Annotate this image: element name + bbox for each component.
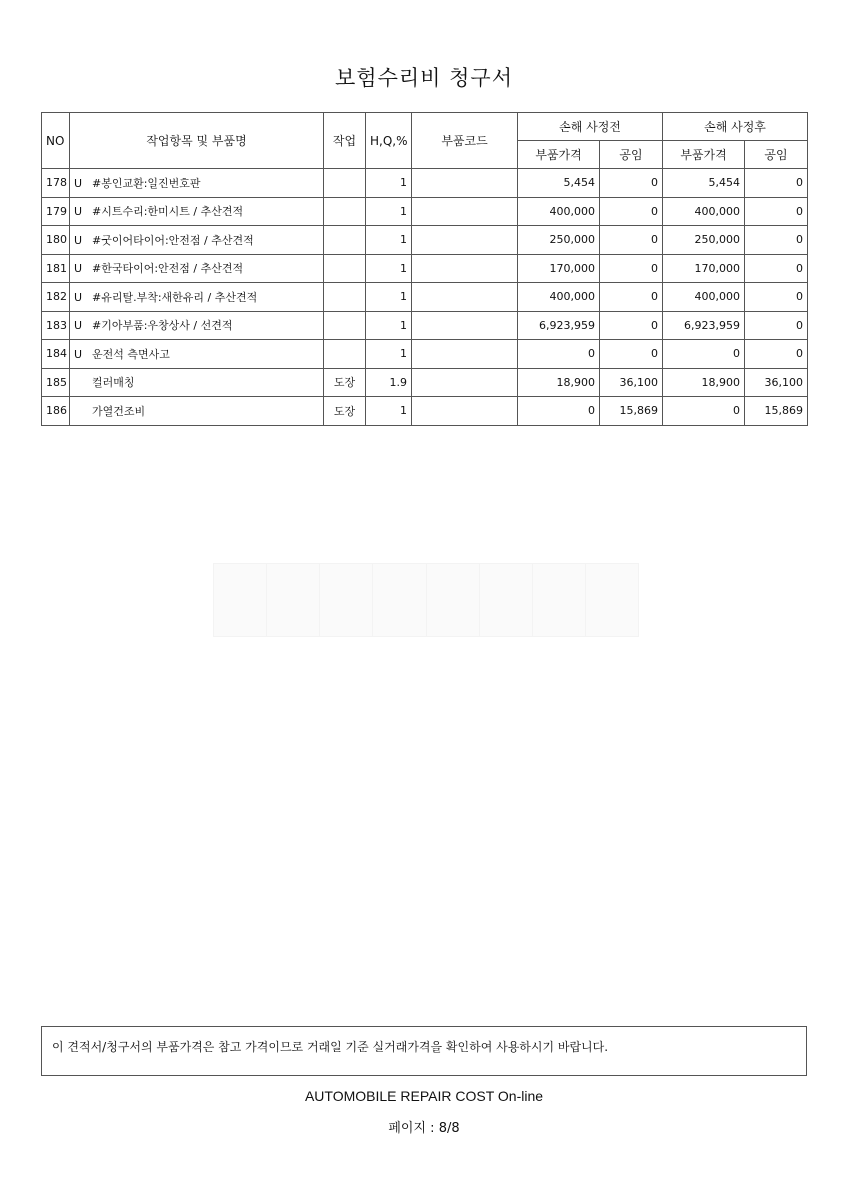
row-after-labor: 36,100 bbox=[745, 368, 808, 397]
row-after-part-price: 170,000 bbox=[663, 254, 745, 283]
row-after-part-price: 0 bbox=[663, 340, 745, 369]
header-before-assessment: 손해 사정전 bbox=[518, 113, 663, 141]
row-before-part-price: 18,900 bbox=[518, 368, 600, 397]
row-after-labor: 0 bbox=[745, 197, 808, 226]
row-no: 182 bbox=[42, 283, 70, 312]
row-item bbox=[70, 340, 324, 369]
row-before-labor: 0 bbox=[600, 197, 663, 226]
row-after-part-price: 250,000 bbox=[663, 226, 745, 255]
row-after-part-price: 0 bbox=[663, 397, 745, 426]
row-before-labor: 0 bbox=[600, 226, 663, 255]
header-work: 작업 bbox=[324, 113, 366, 169]
table-row bbox=[42, 368, 808, 397]
header-after-labor: 공임 bbox=[745, 141, 808, 169]
row-work bbox=[324, 340, 366, 369]
row-part-code bbox=[412, 340, 518, 369]
row-work bbox=[324, 311, 366, 340]
row-work: 도장 bbox=[324, 397, 366, 426]
row-after-labor: 0 bbox=[745, 283, 808, 312]
repair-cost-table bbox=[41, 112, 808, 426]
row-item-text: #한국타이어:안전점 / 추산견적 bbox=[92, 262, 244, 276]
row-before-labor: 0 bbox=[600, 283, 663, 312]
row-no: 180 bbox=[42, 226, 70, 255]
footer-brand: AUTOMOBILE REPAIR COST On-line bbox=[304, 1088, 544, 1104]
row-item-text: 운전석 측면사고 bbox=[92, 347, 170, 361]
row-before-part-price: 0 bbox=[518, 340, 600, 369]
row-no: 178 bbox=[42, 169, 70, 198]
row-before-part-price: 0 bbox=[518, 397, 600, 426]
header-before-labor: 공임 bbox=[600, 141, 663, 169]
row-before-labor: 0 bbox=[600, 169, 663, 198]
table-row bbox=[42, 254, 808, 283]
row-part-code bbox=[412, 254, 518, 283]
row-item-text: 컬러매칭 bbox=[92, 376, 135, 390]
row-flag: U bbox=[74, 262, 83, 276]
row-work bbox=[324, 197, 366, 226]
row-before-part-price: 6,923,959 bbox=[518, 311, 600, 340]
row-hq: 1 bbox=[366, 311, 412, 340]
table-row bbox=[42, 197, 808, 226]
header-no: NO bbox=[42, 113, 70, 169]
row-item-text: #유리탈.부착:새한유리 / 추산견적 bbox=[92, 290, 258, 304]
row-item-text: #시트수리:한미시트 / 추산견적 bbox=[92, 205, 244, 219]
row-before-part-price: 170,000 bbox=[518, 254, 600, 283]
row-after-part-price: 400,000 bbox=[663, 197, 745, 226]
table-row bbox=[42, 340, 808, 369]
row-item bbox=[70, 254, 324, 283]
row-part-code bbox=[412, 397, 518, 426]
document-title: 보험수리비 청구서 bbox=[335, 66, 513, 90]
row-after-part-price: 6,923,959 bbox=[663, 311, 745, 340]
row-item bbox=[70, 311, 324, 340]
row-after-part-price: 18,900 bbox=[663, 368, 745, 397]
row-hq: 1 bbox=[366, 197, 412, 226]
table-row bbox=[42, 283, 808, 312]
row-flag: U bbox=[74, 319, 83, 333]
row-item bbox=[70, 169, 324, 198]
row-work bbox=[324, 283, 366, 312]
row-flag: U bbox=[74, 176, 83, 190]
header-after-assessment: 손해 사정후 bbox=[663, 113, 808, 141]
header-part-code: 부품코드 bbox=[412, 113, 518, 169]
row-item bbox=[70, 197, 324, 226]
row-after-part-price: 400,000 bbox=[663, 283, 745, 312]
table-row bbox=[42, 226, 808, 255]
page-number: 페이지 : 8/8 bbox=[388, 1121, 460, 1136]
row-after-labor: 0 bbox=[745, 311, 808, 340]
row-part-code bbox=[412, 311, 518, 340]
row-no: 183 bbox=[42, 311, 70, 340]
header-hq: H,Q,% bbox=[366, 113, 412, 169]
row-before-labor: 0 bbox=[600, 340, 663, 369]
row-item-text: #기아부품:우창상사 / 선견적 bbox=[92, 319, 233, 333]
disclaimer-text: 이 견적서/청구서의 부품가격은 참고 가격이므로 거래일 기준 실거래가격을 확인하여 사용하시기 바랍니다. bbox=[52, 1040, 609, 1054]
header-before-part-price: 부품가격 bbox=[518, 141, 600, 169]
row-before-part-price: 5,454 bbox=[518, 169, 600, 198]
watermark-logo bbox=[213, 563, 639, 637]
row-before-part-price: 250,000 bbox=[518, 226, 600, 255]
row-item-text: 가열건조비 bbox=[92, 404, 146, 418]
row-item bbox=[70, 397, 324, 426]
row-after-labor: 0 bbox=[745, 226, 808, 255]
row-work: 도장 bbox=[324, 368, 366, 397]
row-work bbox=[324, 226, 366, 255]
row-part-code bbox=[412, 169, 518, 198]
row-before-labor: 15,869 bbox=[600, 397, 663, 426]
row-after-part-price: 5,454 bbox=[663, 169, 745, 198]
row-flag: U bbox=[74, 233, 83, 247]
row-hq: 1 bbox=[366, 254, 412, 283]
row-part-code bbox=[412, 197, 518, 226]
table-row bbox=[42, 311, 808, 340]
table-row bbox=[42, 397, 808, 426]
row-work bbox=[324, 254, 366, 283]
row-flag: U bbox=[74, 290, 83, 304]
disclaimer-box bbox=[41, 1026, 807, 1076]
row-before-part-price: 400,000 bbox=[518, 283, 600, 312]
row-hq: 1 bbox=[366, 169, 412, 198]
row-flag: U bbox=[74, 205, 83, 219]
row-hq: 1 bbox=[366, 397, 412, 426]
row-after-labor: 0 bbox=[745, 169, 808, 198]
row-part-code bbox=[412, 283, 518, 312]
row-no: 185 bbox=[42, 368, 70, 397]
row-item bbox=[70, 283, 324, 312]
row-before-labor: 0 bbox=[600, 311, 663, 340]
row-before-labor: 0 bbox=[600, 254, 663, 283]
row-work bbox=[324, 169, 366, 198]
row-hq: 1 bbox=[366, 283, 412, 312]
row-part-code bbox=[412, 226, 518, 255]
row-after-labor: 0 bbox=[745, 254, 808, 283]
row-item bbox=[70, 226, 324, 255]
row-item bbox=[70, 368, 324, 397]
row-before-part-price: 400,000 bbox=[518, 197, 600, 226]
row-flag: U bbox=[74, 347, 83, 361]
row-before-labor: 36,100 bbox=[600, 368, 663, 397]
row-item-text: #굿이어타이어:안전점 / 추산견적 bbox=[92, 233, 254, 247]
row-no: 181 bbox=[42, 254, 70, 283]
row-no: 186 bbox=[42, 397, 70, 426]
row-hq: 1 bbox=[366, 226, 412, 255]
row-hq: 1.9 bbox=[366, 368, 412, 397]
header-item: 작업항목 및 부품명 bbox=[70, 113, 324, 169]
row-no: 179 bbox=[42, 197, 70, 226]
table-row bbox=[42, 169, 808, 198]
row-part-code bbox=[412, 368, 518, 397]
row-after-labor: 0 bbox=[745, 340, 808, 369]
row-hq: 1 bbox=[366, 340, 412, 369]
header-after-part-price: 부품가격 bbox=[663, 141, 745, 169]
row-no: 184 bbox=[42, 340, 70, 369]
row-after-labor: 15,869 bbox=[745, 397, 808, 426]
row-item-text: #봉인교환:일진번호판 bbox=[92, 176, 201, 190]
